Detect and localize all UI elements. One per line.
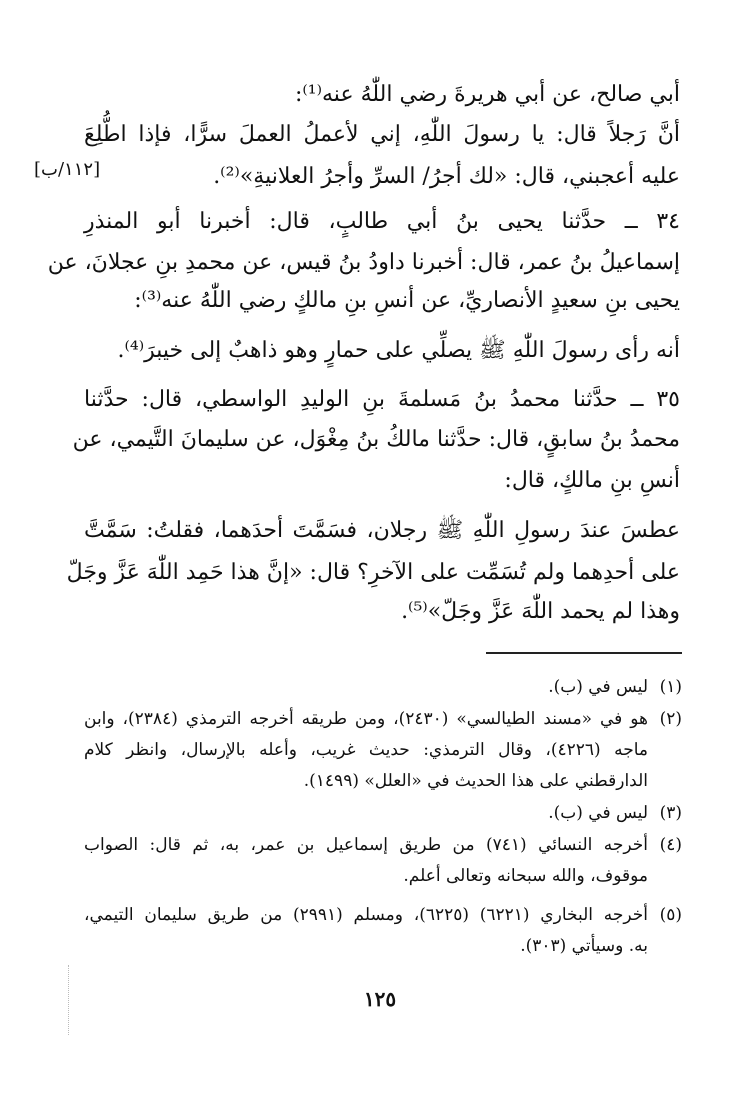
main-text-line: أنَّ رَجلاً قال: يا رسولَ اللّٰهِ، إني لأعملُ العملَ سرًّا، فإذا اطُّلِعَ xyxy=(84,122,680,147)
main-text-line: أنسِ بنِ مالكٍ، قال: xyxy=(504,468,680,493)
footnote-text: به. وسيأتي (٣٠٣). xyxy=(520,936,648,956)
main-text-line: يحيى بنِ سعيدٍ الأنصاريِّ، عن أنسِ بنِ مالكٍ رضي اللّٰهُ عنه⁽³⁾: xyxy=(134,288,680,313)
footnote-text: هو في «مسند الطيالسي» (٢٤٣٠)، ومن طريقه أخرجه الترمذي (٢٣٨٤)، وابن xyxy=(84,709,648,729)
manuscript-folio-marker: [١١٢/ب] xyxy=(34,159,101,180)
main-text-line: ٣٤ ــ حدَّثنا يحيى بنُ أبي طالبٍ، قال: أخبرنا أبو المنذرِ xyxy=(84,209,680,234)
main-text-line: وهذا لم يحمد اللّٰهَ عَزَّ وجَلّ»⁽⁵⁾. xyxy=(401,599,680,624)
footnote-text: الدارقطني على هذا الحديث في «العلل» (١٤٩٩). xyxy=(303,771,648,791)
scan-edge-mark xyxy=(68,965,71,1035)
main-text-line: محمدُ بنُ سابقٍ، قال: حدَّثنا مالكُ بنُ مِغْوَل، عن سليمانَ التَّيمي، عن xyxy=(72,427,680,452)
main-text-line: ٣٥ ــ حدَّثنا محمدُ بنُ مَسلمةَ بنِ الوليدِ الواسطي، قال: حدَّثنا xyxy=(84,387,680,412)
footnote-number: (٣) xyxy=(659,803,682,823)
footnote-text: أخرجه النسائي (٧٤١) من طريق إسماعيل بن عمر، به، ثم قال: الصواب xyxy=(84,835,648,855)
footnote-text: ماجه (٤٢٢٦)، وقال الترمذي: حديث غريب، وأعله بالإرسال، وانظر كلام xyxy=(84,740,648,760)
footnote-number: (٢) xyxy=(659,709,682,729)
page-number: ١٢٥ xyxy=(363,987,397,1011)
footnote-number: (١) xyxy=(659,677,682,697)
footnote-text: موقوف، والله سبحانه وتعالى أعلم. xyxy=(403,866,648,886)
main-text-line: أبي صالح، عن أبي هريرةَ رضي اللّٰهُ عنه⁽¹⁾: xyxy=(294,82,680,107)
main-text-line: أنه رأى رسولَ اللّٰهِ ﷺ يصلِّي على حمارٍ وهو ذاهبٌ إلى خيبرَ⁽⁴⁾. xyxy=(117,338,680,363)
footnote-separator xyxy=(486,652,682,654)
main-text-line: عطسَ عندَ رسولِ اللّٰهِ ﷺ رجلان، فسَمَّتَ أحدَهما، فقلتُ: سَمَّتَّ xyxy=(84,518,680,543)
footnote-text: أخرجه البخاري (٦٢٢١) (٦٢٢٥)، ومسلم (٢٩٩١) من طريق سليمان التيمي، xyxy=(84,905,648,925)
main-text-line: إسماعيلُ بنُ عمر، قال: أخبرنا داودُ بنُ قيس، عن محمدِ بنِ عجلانَ، عن xyxy=(47,250,680,275)
footnote-number: (٥) xyxy=(659,905,682,925)
footnote-text: ليس في (ب). xyxy=(548,677,648,697)
main-text-line: عليه أعجبني، قال: «لك أجرُ/ السرِّ وأجرُ العلانيةِ»⁽²⁾. xyxy=(213,164,680,189)
footnote-text: ليس في (ب). xyxy=(548,803,648,823)
footnote-number: (٤) xyxy=(659,835,682,855)
main-text-line: على أحدِهما ولم تُسَمِّت على الآخرِ؟ قال: «إنَّ هذا حَمِد اللّٰهَ عَزَّ وجَلّ xyxy=(66,560,680,585)
